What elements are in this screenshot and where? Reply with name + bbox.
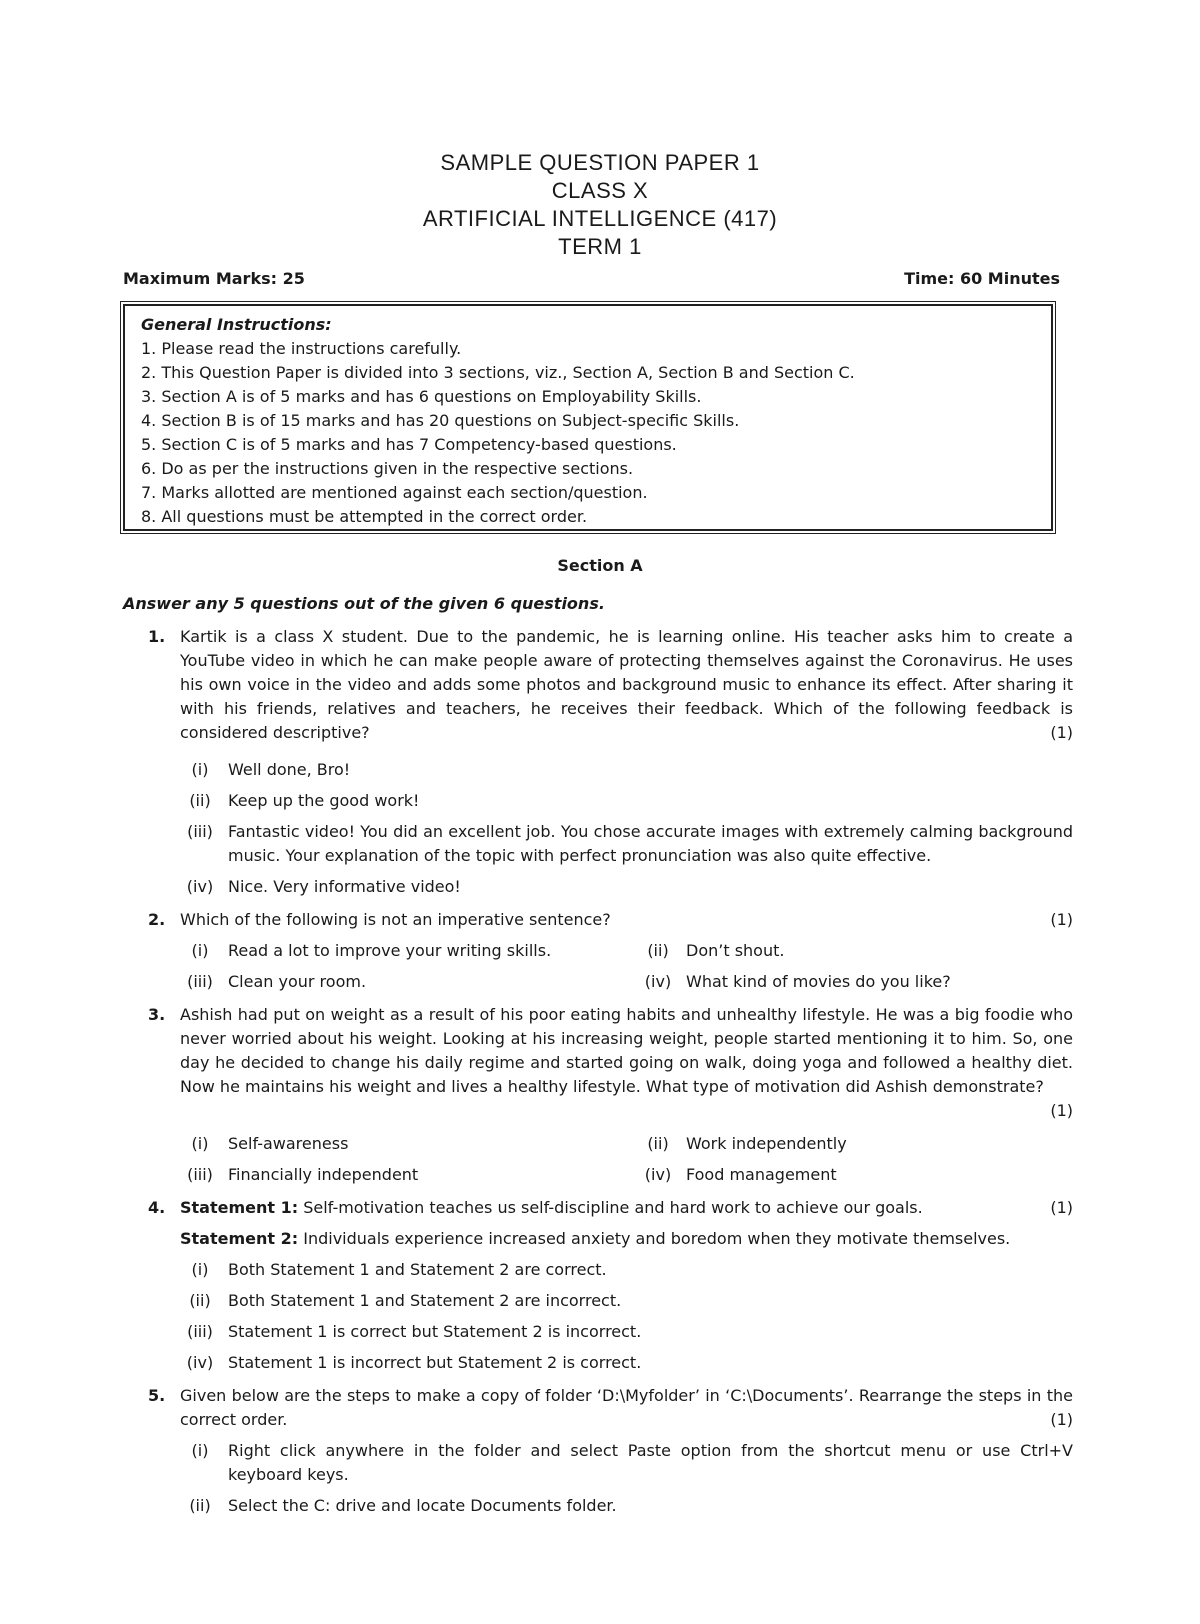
subject-label: ARTIFICIAL INTELLIGENCE (417) — [422, 206, 778, 231]
question-marks: (1) — [1050, 1101, 1073, 1120]
instruction-item: 1. Please read the instructions carefully. — [141, 339, 462, 358]
statement-1: Statement 1: Self-motivation teaches us self-discipline and hard work to achieve our goals. — [180, 1198, 923, 1217]
maximum-marks: Maximum Marks: 25 — [123, 269, 305, 288]
question-marks: (1) — [1050, 1198, 1073, 1217]
question-number: 4. — [148, 1198, 166, 1217]
question-1 — [123, 625, 1073, 745]
question-marks: (1) — [1050, 1410, 1073, 1429]
question-text: Ashish had put on weight as a result of his poor eating habits and unhealthy lifestyle. He was a big foodie who never worried about his weight. Looking at his increasing weight, people started mentioning it to him. So, one day he decided to change his daily regime and started going on walk, doing yoga and followed a healthy diet. Now he maintains his weight and lives a healthy lifestyle. What type of motivation did Ashish demonstrate? — [180, 1005, 1073, 1096]
question-number: 2. — [148, 910, 166, 929]
question-number: 1. — [148, 627, 166, 646]
class-label: CLASS X — [551, 178, 649, 203]
instruction-item: 5. Section C is of 5 marks and has 7 Competency-based questions. — [141, 435, 677, 454]
instruction-item: 8. All questions must be attempted in the correct order. — [141, 507, 588, 526]
term-label: TERM 1 — [558, 234, 642, 259]
paper-title: SAMPLE QUESTION PAPER 1 — [440, 150, 760, 175]
instruction-item: 3. Section A is of 5 marks and has 6 questions on Employability Skills. — [141, 387, 702, 406]
question-marks: (1) — [1050, 910, 1073, 929]
option: (iii) Fantastic video! You did an excellent job. You chose accurate images with extremely calming background music. Your explanation of the topic with perfect pronunciation was also quite effective. — [187, 822, 1073, 865]
instruction-item: 2. This Question Paper is divided into 3 sections, viz., Section A, Section B and Section C. — [141, 363, 855, 382]
time-limit: Time: 60 Minutes — [904, 269, 1060, 288]
question-marks: (1) — [1050, 723, 1073, 742]
statement-2: Statement 2: Individuals experience increased anxiety and boredom when they motivate themselves. — [180, 1229, 1011, 1248]
question-text: Kartik is a class X student. Due to the pandemic, he is learning online. His teacher asks him to create a YouTube video in which he can make people aware of protecting themselves against the Coronavirus. He uses his own voice in the video and adds some photos and background music to enhance its effect. After sharing it with his friends, relatives and teachers, he receives their feedback. Which of the following feedback is considered descriptive? — [180, 627, 1073, 742]
question-paper-page: SAMPLE QUESTION PAPER 1 CLASS X ARTIFICIAL INTELLIGENCE (417) TERM 1 Maximum Marks: 25 Time: 60 Minutes General Instructions: 1. Please read the instructions carefully. 2. This Question Paper is divided into 3 sections, viz., Section A, Section B and Section C. 3. Section A is of 5 marks and has 6 questions on Employability Skills. 4. Section B is of 15 marks and has 20 questions on Subject-specific Skills. 5. Section C is of 5 marks and has 7 Competency-based questions. 6. Do as per the instructions given in the respective sections. 7. Marks allotted are mentioned against each section/question. 8. All questions must be attempted in the correct order. Section A Answer any 5 questions out of the given 6 questions. 1. Kartik is a class X student. Due to the pandemic, he is learning online. His teacher asks him to create a YouTube video in which he can make people aware of protecting themselves against the Coronavirus. He uses his own voice in the video and adds some photos and background music to enhance its effect. After sharing it with his friends, relatives and teachers, he receives their feedback. Which of the following feedback is considered descriptive? (1) (i) Well done, Bro! (ii) Keep up the good work! (iii) Fantastic video! You did an excellent job. You chose accurate images with extremely calming background music. Your explanation of the topic with perfect pronunciation was also quite effective. (iv) Nice. Very informative video! 2. Which of the following is not an imperative sentence? (1) (i) Read a lot to improve your writing skills. (ii) Don’t shout. (iii) Clean your room. (iv) What kind of movies do you like? 3. Ashish had put on weight as a result of his poor eating habits and unhealthy lifestyle. He was a big foodie who never worried about his weight. Looking at his increasing weight, people started mentioning it to him. So, one day he decided to change his daily regime and started going on walk, doing yoga and followed a healthy diet. Now he maintains his weight and lives a healthy lifestyle. What type of motivation did Ashish demonstrate? (1) (i) Self-awareness (ii) Work independently (iii) Financially independent (iv) Food management 4. Statement 1: Self-motivation teaches us self-discipline and hard work to achieve our goals. (1) Statement 2: Individuals experience increased anxiety and boredom when they motivate themselves. (i) Both Statement 1 and Statement 2 are correct. (ii) Both Statement 1 and Statement 2 are incorrect. (iii) Statement 1 is correct but Statement 2 is incorrect. (iv) Statement 1 is incorrect but Statement 2 is correct. 5. Given below are the steps to make a copy of folder ‘D:\Myfolder’ in ‘C:\Documents’. Rearrange the steps in the correct order. (1) (i) Right click anywhere in the folder and select Paste option from the shortcut menu or use Ctrl+V keyboard keys. (ii) Select the C: drive and locate Documents folder. — [0, 0, 1200, 1624]
question-5 — [123, 1384, 1073, 1432]
instruction-item: 4. Section B is of 15 marks and has 20 questions on Subject-specific Skills. — [141, 411, 740, 430]
question-3 — [123, 1003, 1073, 1120]
question-text: Which of the following is not an imperative sentence? — [180, 910, 611, 929]
question-4 — [123, 1196, 1073, 1220]
section-note: Answer any 5 questions out of the given 6 questions. — [123, 594, 605, 613]
instruction-item: 6. Do as per the instructions given in the respective sections. — [141, 459, 634, 478]
question-2 — [123, 908, 1073, 932]
question-4-statement-2 — [123, 1227, 1073, 1251]
question-text: Given below are the steps to make a copy of folder ‘D:\Myfolder’ in ‘C:\Documents’. Rearrange the steps in the correct order. — [180, 1386, 1073, 1429]
section-title: Section A — [557, 556, 643, 575]
general-instructions-box — [123, 304, 1053, 531]
question-number: 3. — [148, 1005, 166, 1024]
instructions-title: General Instructions: — [141, 315, 332, 334]
instruction-item: 7. Marks allotted are mentioned against each section/question. — [141, 483, 648, 502]
option: (i) Right click anywhere in the folder and select Paste option from the shortcut menu or use Ctrl+V keyboard keys. — [191, 1441, 1073, 1484]
question-number: 5. — [148, 1386, 166, 1405]
